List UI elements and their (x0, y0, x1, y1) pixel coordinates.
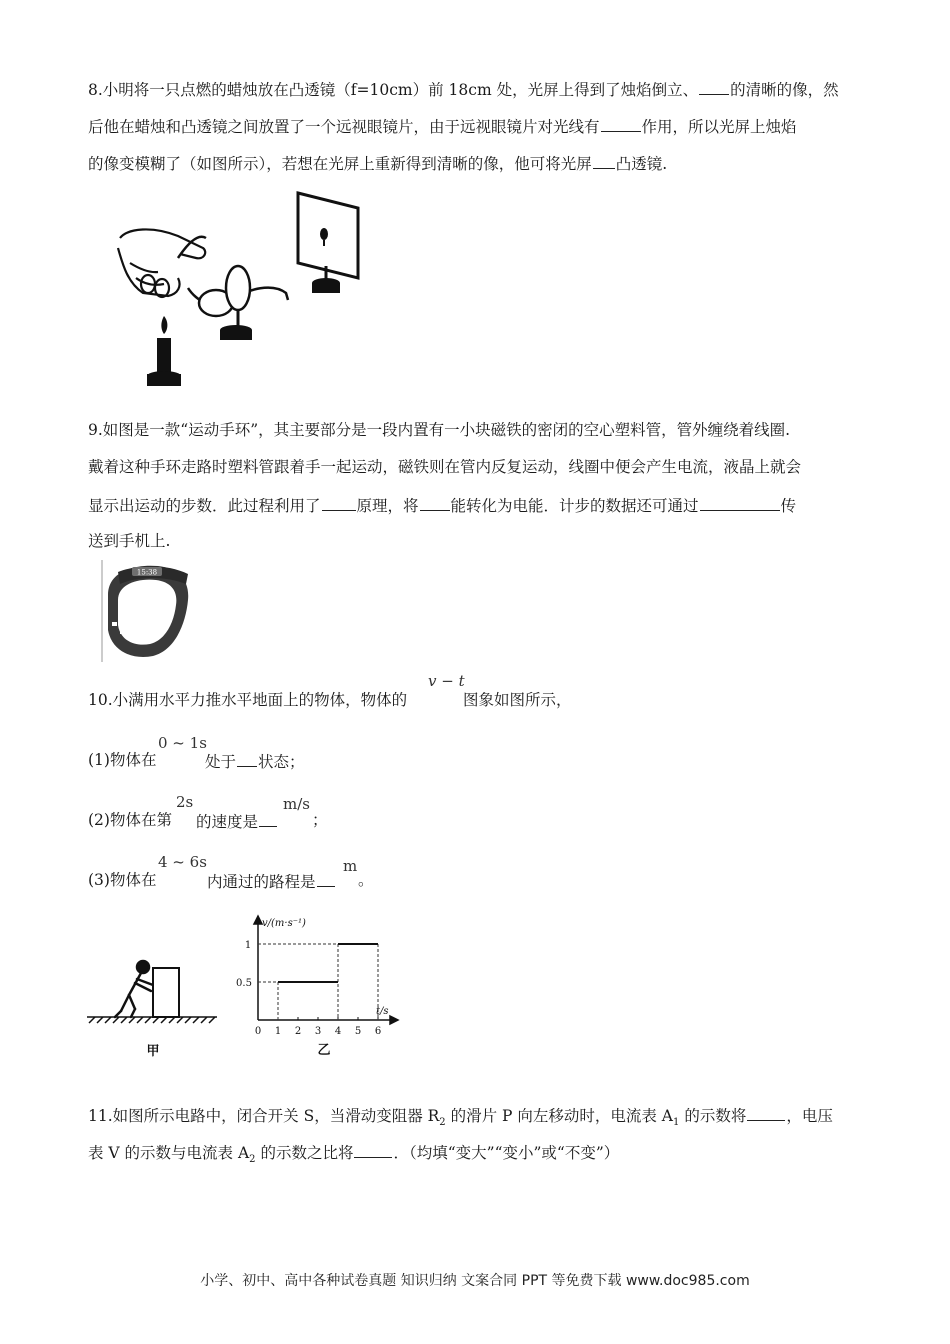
q11-text: 的滑片 P 向左移动时，电流表 A (445, 1107, 674, 1125)
q11-text: 的示数将 (679, 1107, 747, 1125)
q10-text: (1)物体在 (88, 751, 157, 769)
vt-formula: v − t (428, 672, 465, 690)
q9-blank-1 (322, 494, 356, 511)
x-tick-5: 5 (354, 1026, 362, 1037)
q10-text: 内通过的路程是 (207, 873, 316, 891)
box (153, 968, 179, 1017)
q10-part3 (88, 870, 156, 890)
q11-sub: 2 (439, 1117, 446, 1129)
q10-text: 处于 (205, 753, 237, 771)
q10-line1 (88, 690, 407, 710)
q10-text: 10.小满用水平力推水平地面上的物体，物体的 (88, 691, 408, 709)
q8-line1 (88, 78, 839, 100)
q11-sub: 1 (673, 1117, 680, 1129)
q11-text: ，电压 (786, 1107, 833, 1125)
q8-text: 后他在蜡烛和凸透镜之间放置了一个远视眼镜片，由于远视眼镜片对光线有 (88, 118, 600, 136)
q10-blank-2 (259, 810, 277, 827)
q9-line3 (88, 494, 796, 516)
q10-part3c (358, 870, 374, 890)
x-axis-label: t/s (376, 1006, 389, 1017)
caption-yi: 乙 (317, 1043, 331, 1058)
q9-text: 9.如图是一款“运动手环”，其主要部分是一段内置有一小块磁铁的密闭的空心塑料管，管外缠绕着线圈. (88, 421, 791, 439)
q10-part2c (312, 810, 328, 830)
y-tick-1: 1 (244, 940, 252, 951)
q8-text: 的像变模糊了（如图所示），若想在光屏上重新得到清晰的像，他可将光屏 (88, 155, 592, 173)
q9-text: 显示出运动的步数．此过程利用了 (88, 497, 321, 515)
q10-text: (3)物体在 (88, 871, 157, 889)
optics-figure (108, 188, 368, 393)
q10-p2-unit: m/s (283, 795, 310, 813)
q10-part2 (88, 810, 172, 830)
q9-blank-3 (700, 494, 780, 511)
q10-text: 状态； (258, 753, 305, 771)
x-tick-1: 1 (274, 1026, 282, 1037)
q8-text: 的清晰的像，然 (730, 81, 839, 99)
q9-line1 (88, 420, 790, 440)
q9-line2 (88, 457, 801, 477)
candle-icon (147, 316, 181, 386)
q10-p2-math: 2s (176, 793, 194, 811)
footer-text: 小学、初中、高中各种试卷真题 知识归纳 文案合同 PPT 等免费下载 www.doc985.com (200, 1273, 750, 1289)
fitness-band-figure (98, 560, 196, 662)
q9-line4 (88, 531, 170, 551)
q8-text: 8.小明将一只点燃的蜡烛放在凸透镜（f=10cm）前 18cm 处，光屏上得到了烛焰倒立、 (88, 81, 699, 99)
x-tick-6: 6 (374, 1026, 382, 1037)
q10-part1 (88, 750, 156, 770)
q10-line1b (463, 690, 572, 710)
q9-blank-2 (420, 494, 450, 511)
q9-text: 戴着这种手环走路时塑料管跟着手一起运动，磁铁则在管内反复运动，线圈中便会产生电流，液晶上就会 (88, 458, 802, 476)
q8-text: 作用，所以光屏上烛焰 (641, 118, 797, 136)
y-tick-0.5: 0.5 (236, 978, 252, 989)
q11-text: 的示数之比将 (255, 1144, 354, 1162)
q8-text: 凸透镜. (615, 155, 668, 173)
q10-text: ； (312, 811, 328, 829)
q10-text: 。 (358, 871, 374, 889)
q10-text: (2)物体在第 (88, 811, 172, 829)
q11-line1 (88, 1104, 833, 1133)
q9-text: 传 (780, 497, 797, 515)
q9-text: 原理，将 (356, 497, 419, 515)
q8-blank-3 (593, 152, 615, 169)
x-tick-4: 4 (334, 1026, 342, 1037)
q11-text: 表 V 的示数与电流表 A (88, 1144, 250, 1162)
q10-part2b (196, 810, 278, 832)
q9-text: 送到手机上. (88, 532, 171, 550)
q11-blank-2 (354, 1141, 392, 1158)
q10-p3-math: 4 ~ 6s (158, 853, 207, 871)
q11-text: ．（均填“变大”“变小”或“不变”） (393, 1144, 620, 1162)
caption-jia: 甲 (146, 1044, 160, 1059)
person-pushing-icon (115, 961, 153, 1017)
q11-sub: 2 (249, 1154, 256, 1166)
q8-line2 (88, 115, 797, 137)
band-display: 15:38 (136, 568, 158, 577)
screen-icon (298, 193, 358, 293)
q10-text: 图象如图所示， (463, 691, 572, 709)
plot-area (258, 944, 378, 1020)
q8-blank-2 (601, 115, 641, 132)
q10-blank-1 (237, 750, 257, 767)
q11-line2 (88, 1141, 619, 1170)
fitness-band-icon (108, 566, 188, 657)
vt-graph (228, 912, 403, 1062)
q9-text: 能转化为电能．计步的数据还可通过 (450, 497, 699, 515)
q10-p3-unit: m (343, 857, 358, 875)
y-axis-label: v/(m·s⁻¹) (262, 918, 306, 929)
q10-text: 的速度是 (196, 813, 259, 831)
q10-part3b (207, 870, 336, 892)
x-tick-0: 0 (254, 1026, 262, 1037)
q10-blank-3 (317, 870, 335, 887)
q11-blank-1 (747, 1104, 785, 1121)
push-figure (85, 955, 220, 1065)
q11-text: 11.如图所示电路中，闭合开关 S，当滑动变阻器 R (88, 1107, 440, 1125)
q8-line3 (88, 152, 667, 174)
q10-p1-math: 0 ~ 1s (158, 734, 207, 752)
q8-blank-1 (699, 78, 729, 95)
x-tick-3: 3 (314, 1026, 322, 1037)
x-tick-2: 2 (294, 1026, 302, 1037)
q10-part1b (205, 750, 305, 772)
lens-icon (220, 266, 252, 340)
